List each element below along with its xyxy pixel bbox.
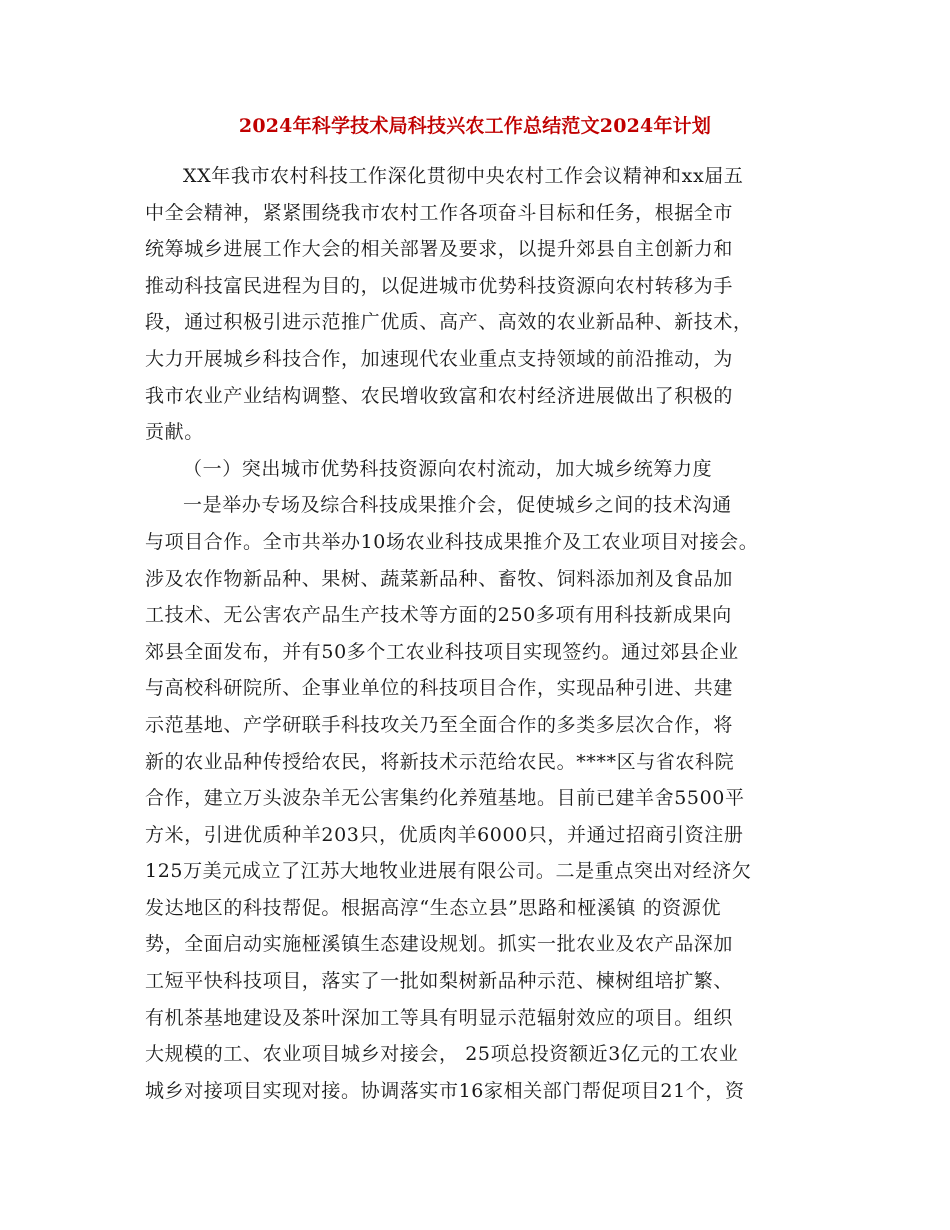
paragraph-line: 工技术、无公害农产品生产技术等方面的250多项有用科技新成果向 [145,604,732,627]
paragraph-line: 合作，建立万头波杂羊无公害集约化养殖基地。目前已建羊舍5500平 [145,787,745,810]
paragraph-line: 与高校科研院所、企事业单位的科技项目合作，实现品种引进、共建 [145,677,734,700]
paragraph-line: 势，全面启动实施桠溪镇生态建设规划。抓实一批农业及农产品深加 [145,933,734,956]
paragraph-line: 段，通过积极引进示范推广优质、高产、高效的农业新品种、新技术， [145,311,753,334]
paragraph-line: 城乡对接项目实现对接。协调落实市16家相关部门帮促项目21个，资 [145,1079,745,1102]
paragraph-line: 一是举办专场及综合科技成果推介会，促使城乡之间的技术沟通 [183,494,732,517]
document-title: 2024年科学技术局科技兴农工作总结范文2024年计划 [238,115,712,137]
paragraph-line: 工短平快科技项目，落实了一批如梨树新品种示范、楝树组培扩繁、 [145,970,734,993]
document-body [145,158,825,1109]
paragraph-line: 有机茶基地建设及茶叶深加工等具有明显示范辐射效应的项目。组织 [145,1006,734,1029]
paragraph-line: 大规模的工、农业项目城乡对接会， 25项总投资额近3亿元的工农业 [145,1043,739,1066]
paragraph-line: 中全会精神，紧紧围绕我市农村工作各项奋斗目标和任务，根据全市 [145,201,734,224]
paragraph-line: 涉及农作物新品种、果树、蔬菜新品种、畜牧、饲料添加剂及食品加 [145,567,734,590]
paragraph-line: 统筹城乡进展工作大会的相关部署及要求，以提升郊县自主创新力和 [145,238,734,261]
paragraph-line: 示范基地、产学研联手科技攻关乃至全面合作的多类多层次合作，将 [145,713,734,736]
paragraph-line: 125万美元成立了江苏大地牧业进展有限公司。二是重点突出对经济欠 [145,860,752,883]
paragraph-line: 方米，引进优质种羊203只，优质肉羊6000只，并通过招商引资注册 [145,823,744,846]
paragraph-line: 我市农业产业结构调整、农民增收致富和农村经济进展做出了积极的 [145,384,734,407]
section-heading: （一）突出城市优势科技资源向农村流动，加大城乡统筹力度 [183,457,713,480]
paragraph-line: 大力开展城乡科技合作，加速现代农业重点支持领域的前沿推动，为 [145,347,734,370]
paragraph-line: 推动科技富民进程为目的，以促进城市优势科技资源向农村转移为手 [145,274,734,297]
paragraph-line: 新的农业品种传授给农民，将新技术示范给农民。****区与省农科院 [145,750,735,773]
paragraph-line: 贡献。 [145,421,204,444]
paragraph-line: 郊县全面发布，并有50多个工农业科技项目实现签约。通过郊县企业 [145,640,739,663]
paragraph-line: XX年我市农村科技工作深化贯彻中央农村工作会议精神和xx届五 [183,165,744,187]
paragraph-line: 发达地区的科技帮促。根据高淳“生态立县”思路和桠溪镇 的资源优 [145,896,722,919]
paragraph-line: 与项目合作。全市共举办10场农业科技成果推介及工农业项目对接会。 [145,530,759,553]
